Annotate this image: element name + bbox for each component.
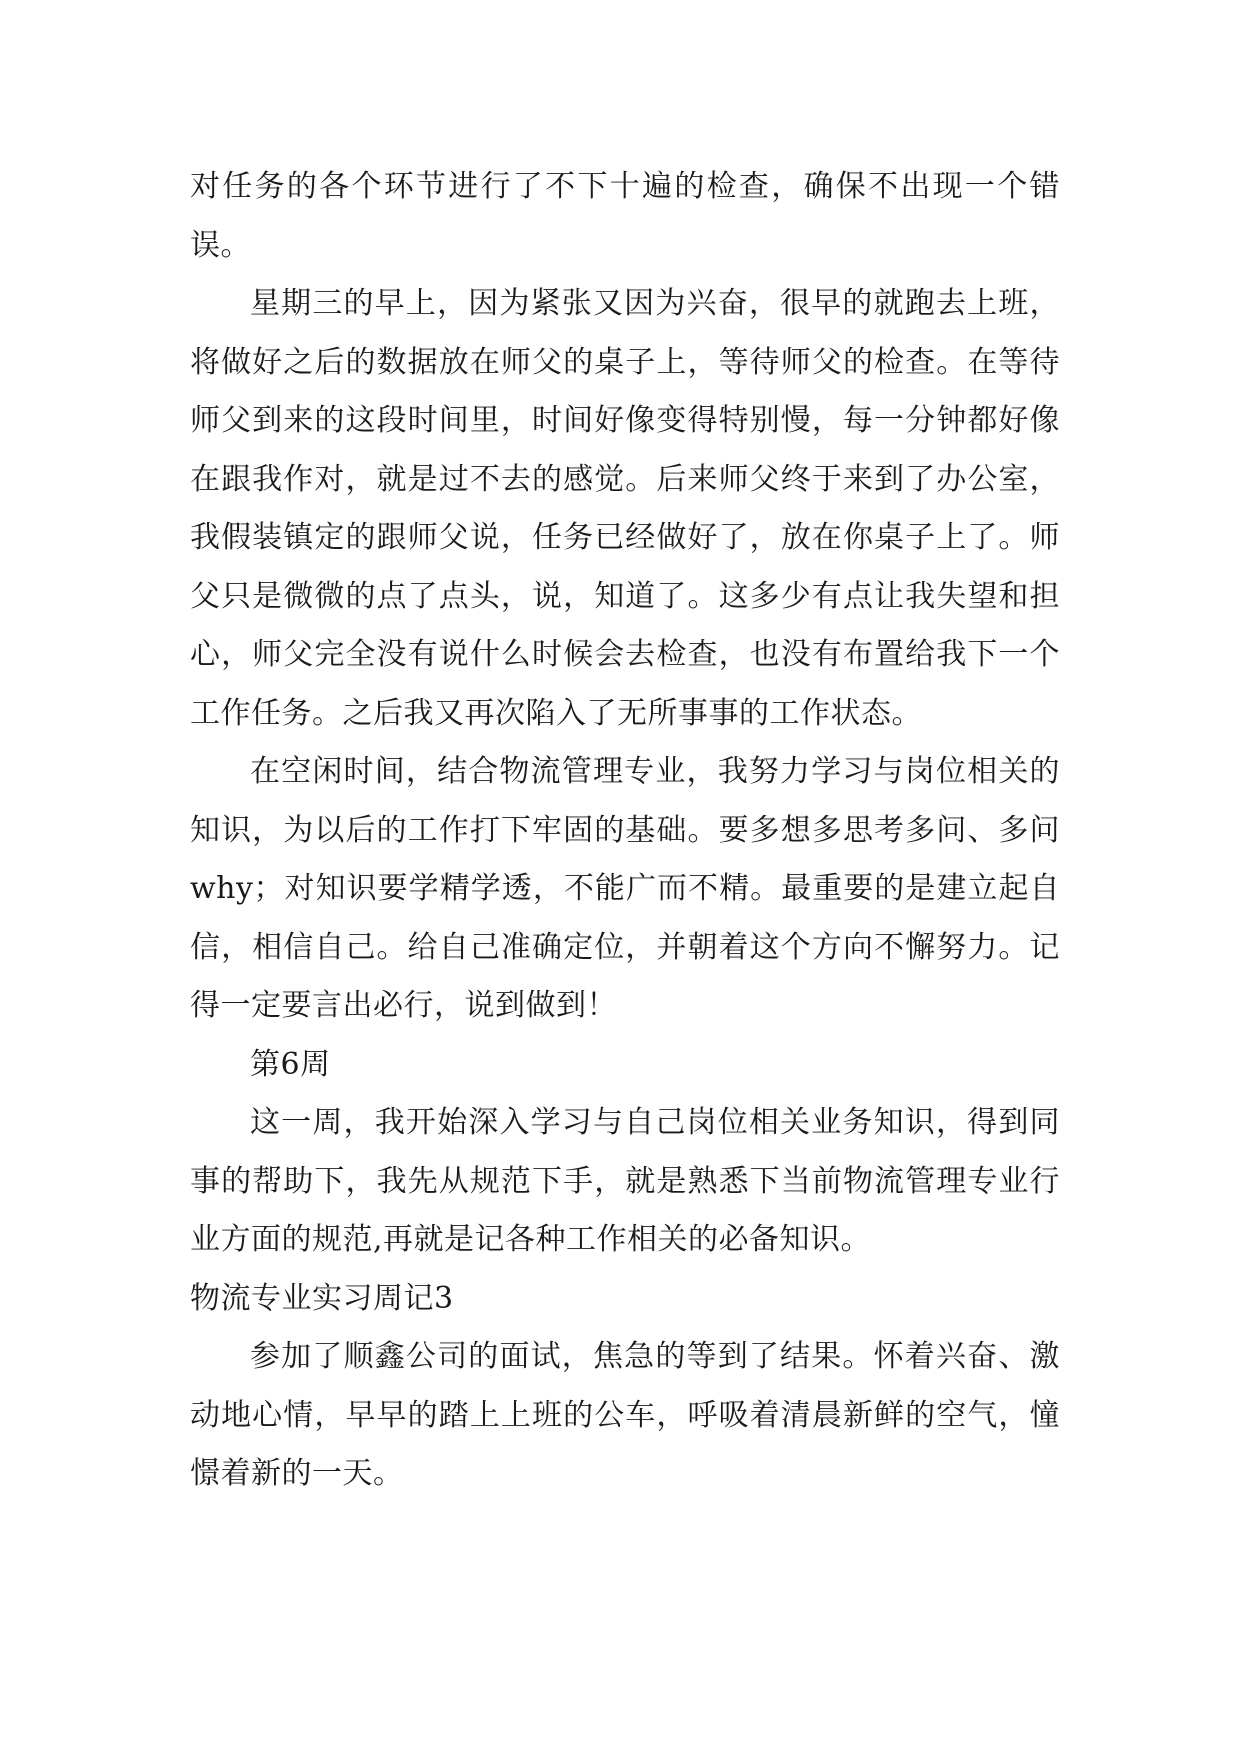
document-body — [190, 158, 1060, 1504]
paragraph-interview: 参加了顺鑫公司的面试，焦急的等到了结果。怀着兴奋、激动地心情，早早的踏上上班的公车，呼吸着清晨新鲜的空气，憧憬着新的一天。 — [190, 1339, 1060, 1491]
week-heading: 第6周 — [250, 1046, 331, 1082]
paragraph-wednesday-morning: 星期三的早上，因为紧张又因为兴奋，很早的就跑去上班，将做好之后的数据放在师父的桌子上，等待师父的检查。在等待师父到来的这段时间里，时间好像变得特别慢，每一分钟都好像在跟我作对，就是过不去的感觉。后来师父终于来到了办公室，我假装镇定的跟师父说，任务已经做好了，放在你桌子上了。师父只是微微的点了点头，说，知道了。这多少有点让我失望和担心，师父完全没有说什么时候会去检查，也没有布置给我下一个工作任务。之后我又再次陷入了无所事事的工作状态。 — [190, 286, 1060, 731]
paragraph-continued: 对任务的各个环节进行了不下十遍的检查，确保不出现一个错误。 — [190, 169, 1060, 263]
section-title: 物流专业实习周记3 — [190, 1280, 454, 1316]
paragraph-week-six: 这一周，我开始深入学习与自己岗位相关业务知识，得到同事的帮助下，我先从规范下手，就是熟悉下当前物流管理专业行业方面的规范,再就是记各种工作相关的必备知识。 — [190, 1105, 1060, 1257]
paragraph-free-time-study: 在空闲时间，结合物流管理专业，我努力学习与岗位相关的知识，为以后的工作打下牢固的基础。要多想多思考多问、多问why；对知识要学精学透，不能广而不精。最重要的是建立起自信，相信自己。给自己准确定位，并朝着这个方向不懈努力。记得一定要言出必行，说到做到！ — [190, 754, 1060, 1023]
